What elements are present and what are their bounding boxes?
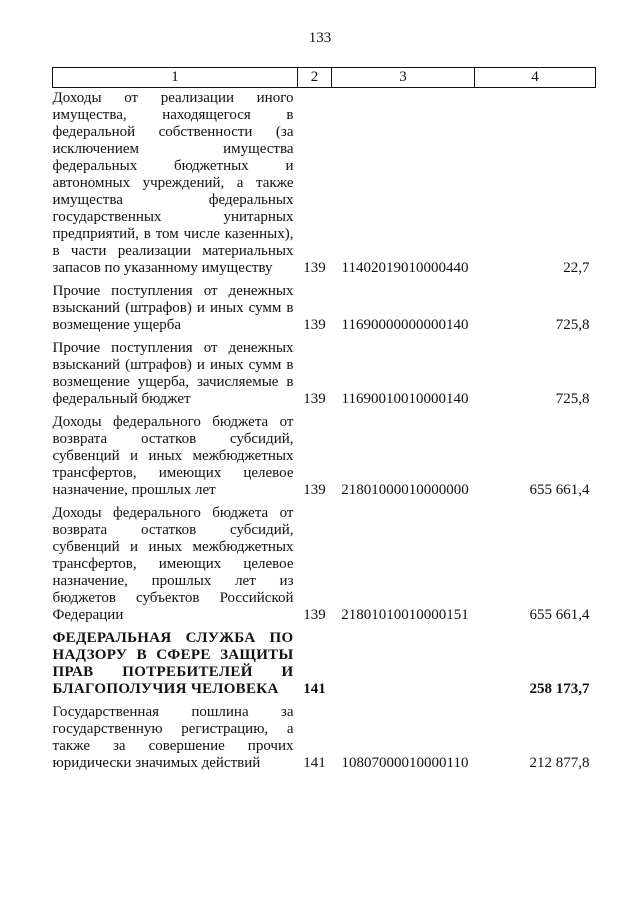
- table-row-agency: [53, 630, 596, 698]
- row-budget-code: 11690010010000140: [341, 391, 469, 407]
- agency-budget-code: [332, 630, 475, 698]
- table-row: [53, 505, 596, 624]
- table-header: [53, 68, 596, 88]
- agency-amount: 258 173,7: [529, 681, 590, 697]
- header-col-1: 1: [53, 68, 298, 88]
- row-amount: 22,7: [563, 260, 590, 276]
- row-budget-code: 21801000010000000: [341, 482, 469, 498]
- row-budget-code: 11690000000000140: [341, 317, 469, 333]
- table-row: [53, 88, 596, 278]
- table-row: [53, 414, 596, 499]
- row-admin-code: 139: [303, 260, 326, 276]
- header-col-3: 3: [332, 68, 475, 88]
- row-budget-code: 10807000010000110: [341, 755, 469, 771]
- table-row: [53, 340, 596, 408]
- table-row: [53, 704, 596, 772]
- row-budget-code: 21801010010000151: [341, 607, 469, 623]
- row-admin-code: 139: [303, 482, 326, 498]
- row-name: Государственная пошлина за государственную регистрацию, а также за совершение прочих юридически значимых действий: [52, 704, 294, 771]
- row-budget-code: 11402019010000440: [341, 260, 469, 276]
- agency-admin-code: 141: [303, 681, 326, 697]
- header-col-4: 4: [475, 68, 596, 88]
- table-body: [53, 88, 596, 773]
- row-name: Прочие поступления от денежных взысканий (штрафов) и иных сумм в возмещение ущерба: [52, 283, 294, 333]
- row-amount: 725,8: [555, 317, 590, 333]
- row-amount: 212 877,8: [529, 755, 590, 771]
- row-amount: 655 661,4: [529, 482, 590, 498]
- row-admin-code: 141: [303, 755, 326, 771]
- budget-table: [52, 67, 596, 772]
- row-name: Доходы от реализации иного имущества, находящегося в федеральной собственности (за исключением имущества федеральных бюджетных и автономных учреждений, а также имущества федеральных государственных унитарных предприятий, в том числе казенных), в части реализации материальных запасов по указанному имуществу: [52, 90, 294, 276]
- row-admin-code: 139: [303, 391, 326, 407]
- row-admin-code: 139: [303, 607, 326, 623]
- agency-name: ФЕДЕРАЛЬНАЯ СЛУЖБА ПО НАДЗОРУ В СФЕРЕ ЗАЩИТЫ ПРАВ ПОТРЕБИТЕЛЕЙ И БЛАГОПОЛУЧИЯ ЧЕЛОВЕКА: [52, 630, 294, 697]
- row-name: Прочие поступления от денежных взысканий (штрафов) и иных сумм в возмещение ущерба, зачисляемые в федеральный бюджет: [52, 340, 294, 407]
- header-col-2: 2: [298, 68, 332, 88]
- row-admin-code: 139: [303, 317, 326, 333]
- page-number: 133: [308, 30, 332, 46]
- table-row: [53, 283, 596, 334]
- row-name: Доходы федерального бюджета от возврата остатков субсидий, субвенций и иных межбюджетных трансфертов, имеющих целевое назначение, прошлых лет: [52, 414, 294, 498]
- row-name: Доходы федерального бюджета от возврата остатков субсидий, субвенций и иных межбюджетных трансфертов, имеющих целевое назначение, прошлых лет из бюджетов субъектов Российской Федерации: [52, 505, 294, 623]
- row-amount: 655 661,4: [529, 607, 590, 623]
- row-amount: 725,8: [555, 391, 590, 407]
